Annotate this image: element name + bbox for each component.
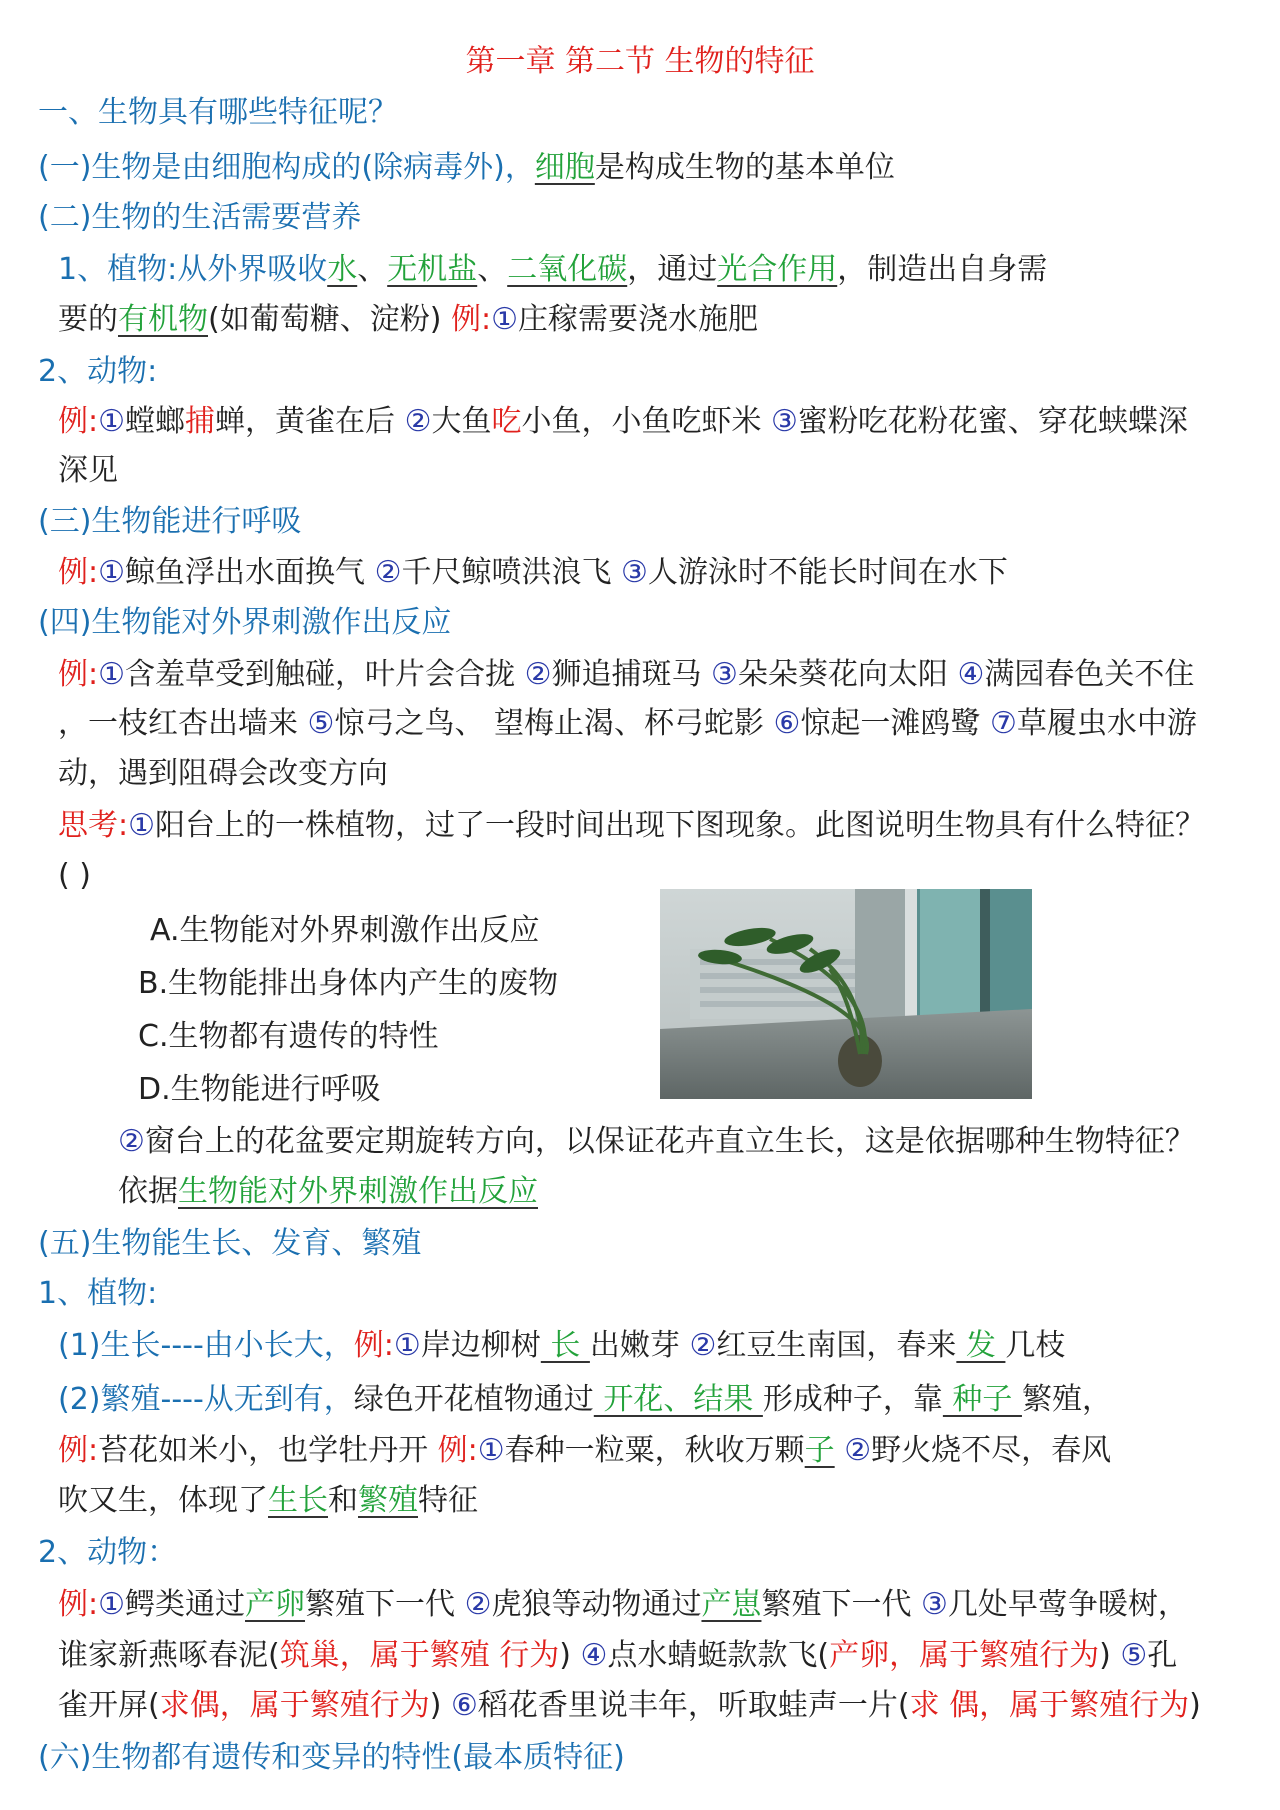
highlight: 捕 (185, 404, 216, 439)
circled-number: ② (118, 1124, 145, 1159)
highlight: 产卵，属于繁殖行为 (829, 1638, 1100, 1673)
text: 繁殖下一代 (305, 1587, 465, 1622)
text: 出嫩芽 (589, 1328, 690, 1363)
subsection-heading: (五)生物能生长、发育、繁殖 (38, 1226, 422, 1261)
circled-number: ① (98, 1587, 126, 1622)
text: 依据 (118, 1174, 178, 1209)
text: ，制造出自身需 (837, 252, 1048, 287)
text: 蝉，黄雀在后 (215, 404, 405, 439)
text: 野火烧不尽，春风 (871, 1433, 1112, 1468)
answer-blank: 有机物 (118, 302, 208, 337)
circled-number: ② (404, 404, 432, 439)
highlight: 筑巢，属于繁殖 行为 (279, 1638, 560, 1673)
text: 人游泳时不能长时间在水下 (647, 555, 1008, 590)
text: 几枝 (1005, 1328, 1066, 1363)
circled-number: ① (128, 808, 156, 843)
text: 螳螂 (125, 404, 186, 439)
subsection-heading: (四)生物能对外界刺激作出反应 (38, 605, 452, 640)
text: 绿色开花植物通过 (353, 1382, 594, 1417)
answer-blank: 生长 (268, 1483, 328, 1518)
text: 千尺鲸喷洪浪飞 (401, 555, 622, 590)
line-animal-examples (58, 402, 1188, 442)
text: 阳台上的一株植物，过了一段时间出现下图现象。此图说明生物具有什么特征？ (155, 808, 1206, 843)
text: 雀开屏( (58, 1688, 160, 1723)
circled-number: ② (834, 1433, 872, 1468)
circled-number: ③ (771, 404, 798, 439)
example-label: 例: (58, 657, 99, 692)
think-question-2 (118, 1122, 1195, 1162)
circled-number: ① (393, 1328, 421, 1363)
circled-number: ③ (921, 1587, 948, 1622)
text: 谁家新燕啄春泥( (58, 1638, 280, 1673)
answer-blank: 产卵 (245, 1587, 306, 1622)
line-animal-examples-cont: 深见 (58, 453, 118, 488)
example-label: 例: (58, 1433, 99, 1468)
text: ，一枝红杏出墙来 (58, 706, 308, 741)
think-label: 思考: (58, 808, 129, 843)
text: 鲸鱼浮出水面换气 (125, 555, 375, 590)
option-a: A.生物能对外界刺激作出反应 (150, 913, 540, 948)
option-d: D.生物能进行呼吸 (138, 1072, 381, 1107)
text: 蜜粉吃花粉花蜜、穿花蛱蝶深 (797, 404, 1188, 439)
text: 繁殖下一代 (761, 1587, 922, 1622)
text: 朵朵葵花向太阳 (737, 657, 958, 692)
example-label: 例: (58, 1587, 99, 1622)
circled-number: ⑦ (989, 706, 1017, 741)
text: (1)生长----由小长大， (58, 1328, 354, 1363)
option-c: C.生物都有遗传的特性 (138, 1019, 439, 1054)
circled-number: ① (491, 302, 518, 337)
text: 含羞草受到触碰，叶片会合拢 (125, 657, 525, 692)
text: 红豆生南国，春来 (716, 1328, 957, 1363)
text: 岸边柳树 (420, 1328, 541, 1363)
text: (2)繁殖----从无到有， (58, 1382, 354, 1417)
example-label: 例: (58, 404, 99, 439)
circled-number: ② (689, 1328, 717, 1363)
subsection-heading: (六)生物都有遗传和变异的特性(最本质特征) (38, 1740, 625, 1775)
answer-blank: 无机盐 (387, 252, 478, 287)
circled-number: ④ (957, 657, 985, 692)
circled-number: ① (98, 657, 126, 692)
circled-number: ② (464, 1587, 492, 1622)
text: 孔 (1147, 1638, 1178, 1673)
option-b: B.生物能排出身体内产生的废物 (138, 966, 559, 1001)
text: (一)生物是由细胞构成的(除病毒外)， (38, 150, 535, 185)
line-animal-repro-3 (58, 1686, 1201, 1726)
line-cells (38, 148, 895, 188)
text: 狮追捕斑马 (551, 657, 712, 692)
line-reproduction (58, 1380, 1112, 1420)
highlight: 求偶，属于繁殖行为 (159, 1688, 430, 1723)
text: 形成种子，靠 (762, 1382, 943, 1417)
text: ) (1099, 1638, 1121, 1673)
circled-number: ⑥ (773, 706, 801, 741)
example-label: 例: (58, 555, 99, 590)
circled-number: ⑥ (450, 1688, 478, 1723)
circled-number: ① (98, 555, 126, 590)
text: 点水蜻蜓款款飞( (607, 1638, 830, 1673)
highlight: 求 偶，属于繁殖行为 (909, 1688, 1190, 1723)
text: 特征 (418, 1483, 478, 1518)
text: 满园春色关不住 (984, 657, 1195, 692)
answer-parentheses: ( ) (58, 858, 91, 893)
text: 、 (357, 252, 388, 287)
text: ，通过 (627, 252, 718, 287)
subsection-heading: 2、动物： (38, 1535, 178, 1570)
subsection-heading: 1、植物: (38, 1276, 158, 1311)
example-label: 例: (437, 1433, 478, 1468)
answer-blank: 二氧化碳 (507, 252, 628, 287)
text: 草履虫水中游 (1016, 706, 1197, 741)
section-heading-1: 一、生物具有哪些特征呢？ (38, 95, 398, 130)
line-reproduction-examples-cont (58, 1481, 478, 1521)
text: 稻花香里说丰年，听取蛙声一片( (477, 1688, 910, 1723)
subsection-heading: 2、动物: (38, 354, 158, 389)
text: ) (1189, 1688, 1201, 1723)
answer-blank: 开花、结果 (593, 1382, 763, 1417)
text: ) (429, 1688, 451, 1723)
line-response-examples-2 (58, 704, 1197, 744)
subsection-heading: (三)生物能进行呼吸 (38, 504, 302, 539)
circled-number: ① (98, 404, 126, 439)
answer-blank: 发 (956, 1328, 1006, 1363)
think-question-1 (58, 806, 1205, 846)
text: ) (559, 1638, 581, 1673)
circled-number: ④ (580, 1638, 608, 1673)
text: 春种一粒粟，秋收万颗 (504, 1433, 805, 1468)
circled-number: ⑤ (1120, 1638, 1148, 1673)
plant-photo-illustration (660, 889, 1032, 1099)
text: 几处早莺争暖树， (947, 1587, 1188, 1622)
answer-blank: 水 (327, 252, 358, 287)
line-growth (58, 1326, 1065, 1366)
answer-blank: 产崽 (701, 1587, 762, 1622)
text: 庄稼需要浇水施肥 (517, 302, 758, 337)
line-animal-repro-1 (58, 1585, 1188, 1625)
line-plants-2 (58, 300, 758, 340)
circled-number: ③ (621, 555, 648, 590)
line-response-examples-1 (58, 655, 1194, 695)
answer-blank: 种子 (942, 1382, 1022, 1417)
text: 和 (328, 1483, 358, 1518)
text: 大鱼 (431, 404, 492, 439)
text: 1、植物:从外界吸收 (58, 252, 328, 287)
text: 惊弓之鸟、 望梅止渴、杯弓蛇影 (334, 706, 774, 741)
answer-blank: 生物能对外界刺激作出反应 (178, 1174, 538, 1209)
plant-on-windowsill-photo (660, 889, 1032, 1099)
highlight: 吃 (491, 404, 522, 439)
line-reproduction-examples (58, 1431, 1111, 1471)
text: 小鱼，小鱼吃虾米 (521, 404, 772, 439)
text: 虎狼等动物通过 (491, 1587, 702, 1622)
text: 要的 (58, 302, 118, 337)
text: (如葡萄糖、淀粉) (208, 302, 451, 337)
text: 、 (477, 252, 508, 287)
line-response-examples-3: 动，遇到阻碍会改变方向 (58, 756, 388, 791)
subsection-heading: (二)生物的生活需要营养 (38, 200, 362, 235)
page-title: 第一章 第二节 生物的特征 (465, 44, 815, 79)
line-animal-repro-2 (58, 1636, 1177, 1676)
text: 吹又生，体现了 (58, 1483, 268, 1518)
text: 苔花如米小，也学牡丹开 (98, 1433, 438, 1468)
answer-blank: 光合作用 (717, 252, 838, 287)
circled-number: ③ (711, 657, 738, 692)
text: 窗台上的花盆要定期旋转方向，以保证花卉直立生长，这是依据哪种生物特征？ (144, 1124, 1195, 1159)
answer-blank: 细胞 (534, 150, 595, 185)
circled-number: ① (477, 1433, 505, 1468)
text: 是构成生物的基本单位 (594, 150, 895, 185)
answer-blank: 子 (804, 1433, 835, 1468)
text: 繁殖， (1021, 1382, 1112, 1417)
think-answer-2 (118, 1172, 538, 1212)
answer-blank: 繁殖 (358, 1483, 418, 1518)
answer-blank: 长 (540, 1328, 590, 1363)
example-label: 例: (353, 1328, 394, 1363)
circled-number: ⑤ (307, 706, 335, 741)
circled-number: ② (524, 657, 552, 692)
text: 惊起一滩鸥鹭 (800, 706, 990, 741)
example-label: 例: (450, 302, 492, 337)
line-plants-1 (58, 250, 1047, 290)
text: 鳄类通过 (125, 1587, 246, 1622)
circled-number: ② (374, 555, 402, 590)
line-respiration-examples (58, 553, 1008, 593)
